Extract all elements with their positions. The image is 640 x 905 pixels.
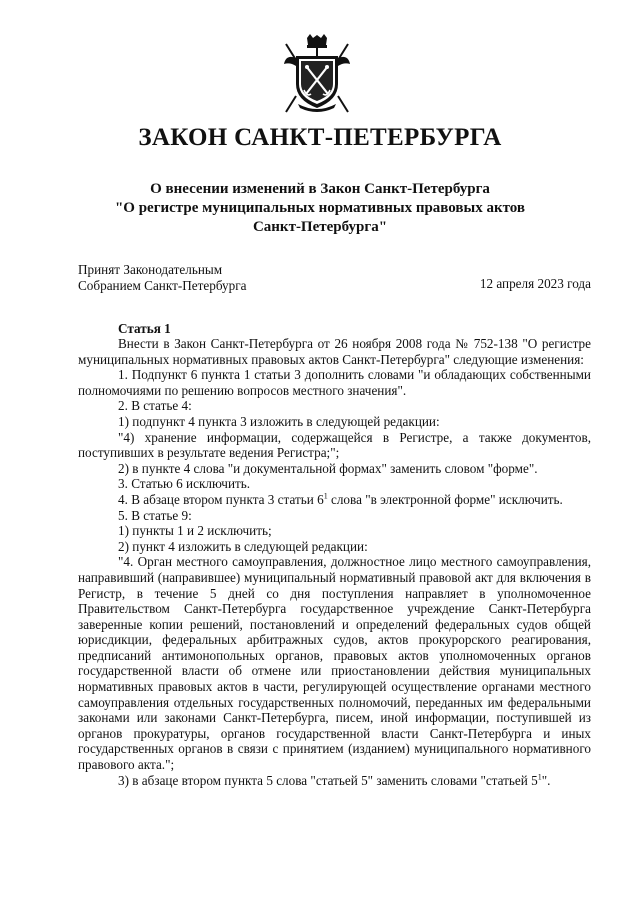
item-text: 3) в абзаце втором пункта 5 слова "статьей 5" заменить словами "статьей 5 [118, 772, 538, 788]
article-title: Статья 1 [118, 321, 171, 336]
article-item: 3. Статью 6 исключить. [118, 476, 251, 492]
article-item: 5. В статье 9: [118, 507, 192, 523]
article-subitem: 2) пункт 4 изложить в следующей редакции: [118, 538, 368, 554]
subtitle-line: О внесении изменений в Закон Санкт-Петербурга [150, 181, 490, 197]
article-body [78, 336, 591, 788]
law-title: ЗАКОН САНКТ-ПЕТЕРБУРГА [138, 124, 502, 151]
article-item: 1. Подпункт 6 пункта 1 статьи 3 дополнить словами "и обладающих собственными полномочиями по решению вопросов местного значения". [78, 367, 591, 398]
subtitle-line: "О регистре муниципальных нормативных правовых актов [114, 200, 526, 216]
article-subitem: 1) пункты 1 и 2 исключить; [118, 523, 272, 539]
subtitle-line: Санкт-Петербурга" [252, 219, 388, 235]
superscript: 1 [323, 491, 328, 501]
article-item: 2. В статье 4: [118, 398, 192, 414]
article-item [78, 492, 591, 508]
law-subtitle [90, 180, 550, 237]
article-subitem [78, 773, 591, 789]
superscript: 1 [537, 772, 542, 782]
item-text: ". [541, 772, 551, 788]
article-subitem: 2) в пункте 4 слова "и документальной формах" заменить словом "форме". [118, 460, 538, 476]
article-intro: Внести в Закон Санкт-Петербурга от 26 ноября 2008 года № 752-138 "О регистре муниципальных нормативных правовых актов Санкт-Петербурга" следующие изменения: [78, 336, 591, 367]
article-subitem: 1) подпункт 4 пункта 3 изложить в следующей редакции: [118, 413, 440, 429]
item-text: слова "в электронной форме" исключить. [327, 491, 563, 507]
adoption-authority [78, 262, 247, 294]
adoption-line: Принят Законодательным [78, 262, 223, 277]
article-quote: "4) хранение информации, содержащейся в Регистре, а также документов, поступивших в результате ведения Регистра;"; [78, 429, 591, 461]
saint-petersburg-coat-of-arms-icon [280, 34, 354, 114]
adoption-line: Собранием Санкт-Петербурга [78, 278, 247, 293]
article-quote: "4. Орган местного самоуправления, должностное лицо местного самоуправления, направивший (направившее) муниципальный нормативный правовой акт для включения в Регистр, в течение 5 дней со дня поступления направляет в уполномоченное Правительством Санкт-Петербурга государственное учреждение Санкт-Петербурга заверенные копии решений, постановлений и определений федеральных судов общей юрисдикции, федеральных арбитражных судов, актов прокурорского реагирования, предписаний антимонопольных органов, правовых актов уполномоченных органов государственной власти об отмене или приостановлении действия муниципальных нормативных правовых актов в части, регулирующей осуществление органами местного самоуправления отдельных государственных полномочий, переданных им федеральными законами или законами Санкт-Петербурга, писем, иной информации, поступившей из органов прокуратуры, органов государственной власти Санкт-Петербурга и иных государственных органов в связи с принятием (изданием) муниципального нормативного правового акта."; [78, 554, 591, 773]
item-text: 4. В абзаце втором пункта 3 статьи 6 [118, 491, 324, 507]
adoption-date: 12 апреля 2023 года [479, 276, 591, 291]
